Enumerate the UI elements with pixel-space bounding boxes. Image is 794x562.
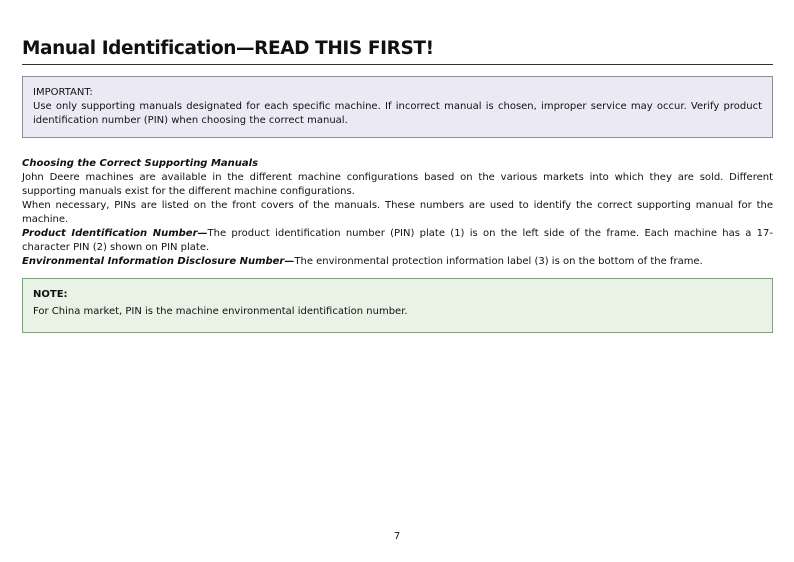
- paragraph-pins-covers: When necessary, PINs are listed on the front covers of the manuals. These numbers are used to identify the correct supporting manual for the machine.: [22, 200, 773, 225]
- page-number: 7: [393, 531, 401, 542]
- env-text: The environmental protection information label (3) is on the bottom of the frame.: [294, 256, 703, 267]
- paragraph-configurations: John Deere machines are available in the different machine configurations based on the various markets into which they are sold. Different supporting manuals exist for the different machine configurations.: [22, 172, 773, 197]
- important-box: [22, 76, 773, 138]
- note-label: NOTE:: [33, 289, 68, 300]
- manual-page: [22, 0, 773, 333]
- section-heading: Choosing the Correct Supporting Manuals: [22, 158, 259, 169]
- paragraph-pin: [22, 227, 773, 255]
- env-term: Environmental Information Disclosure Number—: [22, 256, 295, 267]
- pin-text: The product identification number (PIN) plate (1) is on the left side of the frame. Each machine has a 17-character PIN (2) shown on PIN plate.: [22, 228, 773, 253]
- note-box: [22, 278, 773, 333]
- important-text: Use only supporting manuals designated for each specific machine. If incorrect manual is chosen, improper service may occur. Verify product identification number (PIN) when choosing the correct manual.: [33, 101, 762, 126]
- important-label: IMPORTANT:: [33, 87, 93, 98]
- page-title: Manual Identification—READ THIS FIRST!: [22, 38, 773, 65]
- pin-term: Product Identification Number—: [22, 228, 208, 239]
- paragraph-environmental: [22, 255, 773, 269]
- note-text: For China market, PIN is the machine environmental identification number.: [33, 306, 408, 317]
